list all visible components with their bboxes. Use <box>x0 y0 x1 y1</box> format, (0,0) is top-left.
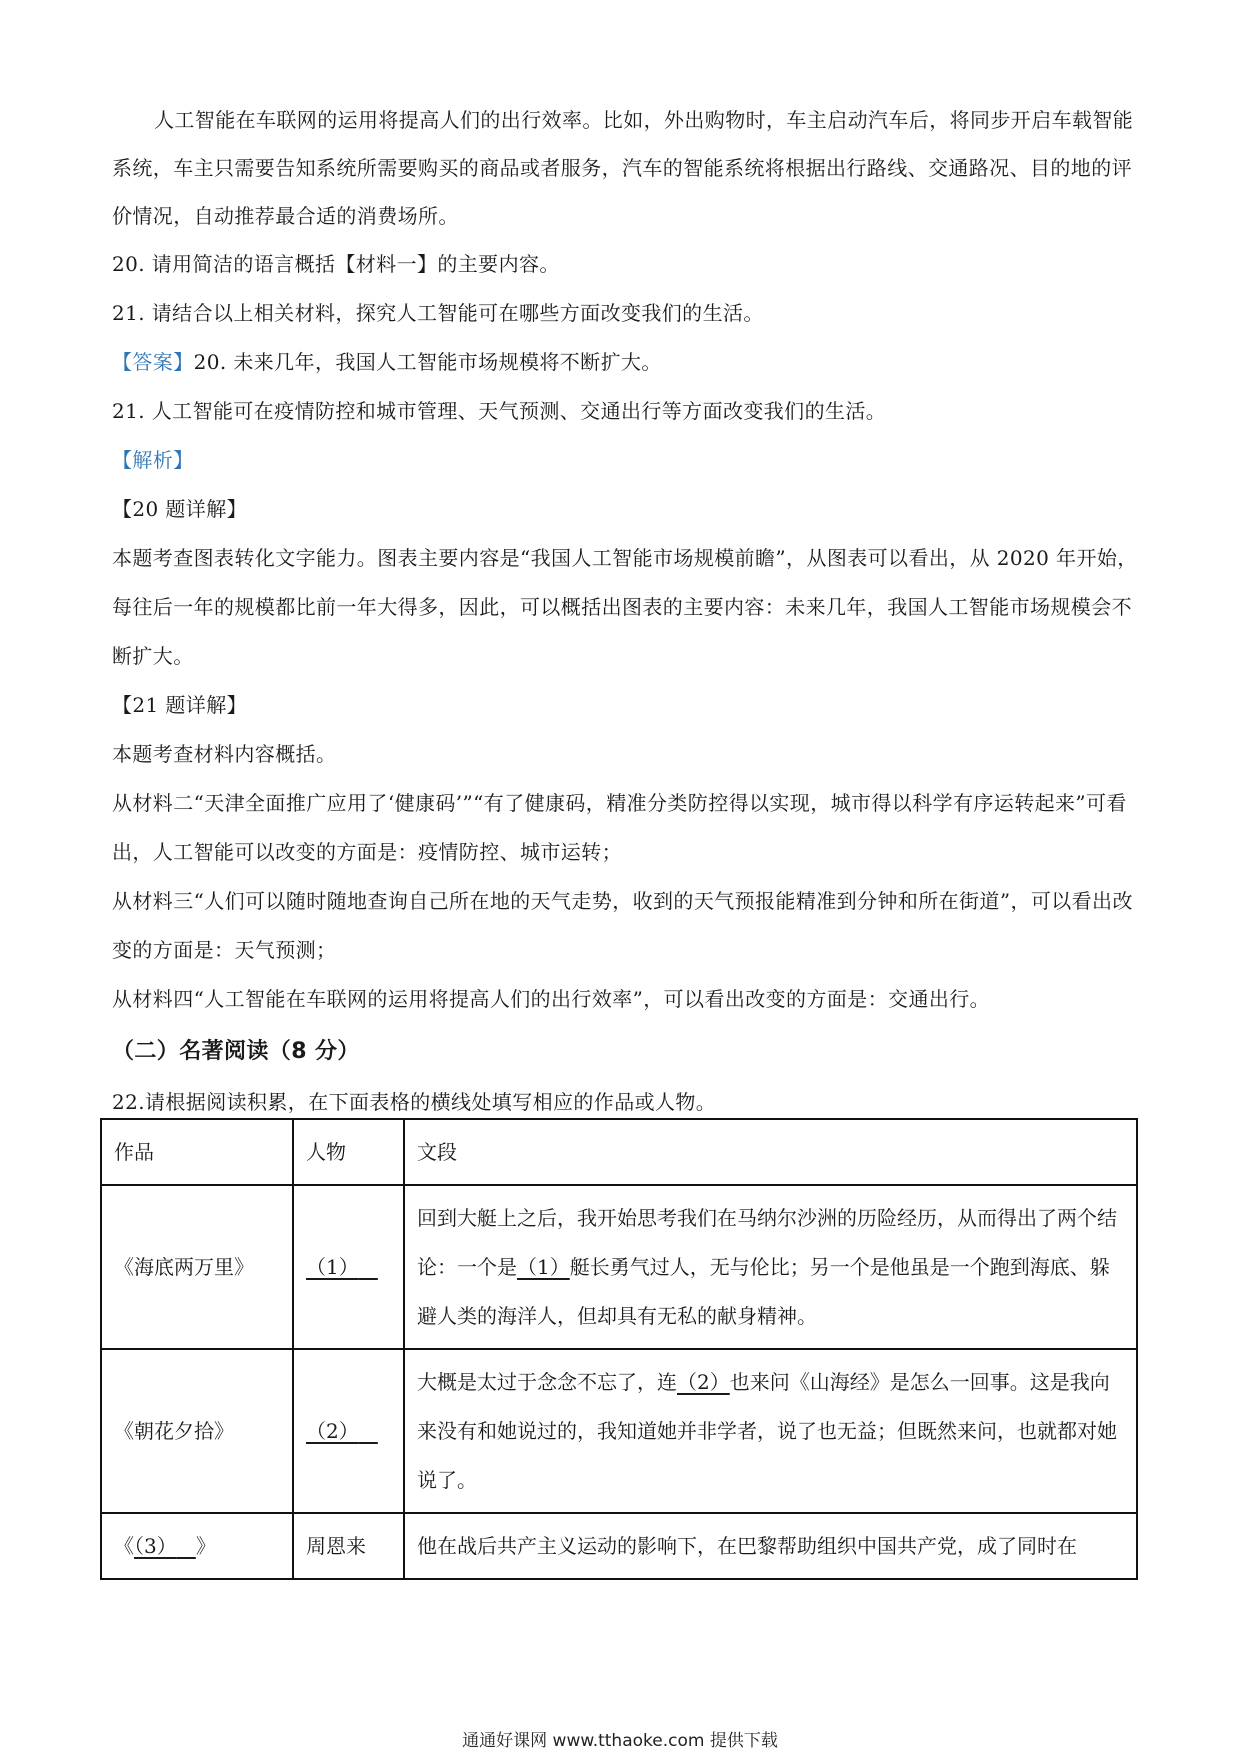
works-table <box>100 1118 1138 1580</box>
detail-21-material4: 从材料四“人工智能在车联网的运用将提高人们的出行效率”，可以看出改变的方面是：交通出行。 <box>112 987 991 1011</box>
material4-paragraph: 人工智能在车联网的运用将提高人们的出行效率。比如，外出购物时，车主启动汽车后，将同步开启车载智能系统，车主只需要告知系统所需要购买的商品或者服务，汽车的智能系统将根据出行路线、交通路况、目的地的评价情况，自动推荐最合适的消费场所。 <box>112 108 1134 228</box>
detail-20-text: 本题考查图表转化文字能力。图表主要内容是“我国人工智能市场规模前瞻”，从图表可以看出，从 2020 年开始，每往后一年的规模都比前一年大得多，因此，可以概括出图表的主要内容：未来几年，我国人工智能市场规模会不断扩大。 <box>112 546 1138 668</box>
row2-passage-a: 大概是太过于念念不忘了，连 <box>417 1369 677 1394</box>
detail-21-intro: 本题考查材料内容概括。 <box>112 742 337 766</box>
row1-passage-b: 艇长勇气过人，无与伦比；另一个是他虽是一个跑到海底、躲避人类的海洋人，但却具有无私的献身精神。 <box>417 1254 1110 1328</box>
answer-21: 21. 人工智能可在疫情防控和城市管理、天气预测、交通出行等方面改变我们的生活。 <box>112 399 887 423</box>
answer-line <box>112 338 1144 387</box>
detail-21-material2: 从材料二“天津全面推广应用了‘健康码’”“有了健康码，精准分类防控得以实现，城市得以科学有序运转起来”可看出，人工智能可以改变的方面是：疫情防控、城市运转； <box>112 791 1127 864</box>
row3-work-blank: （3） <box>134 1533 177 1558</box>
detail-20-title: 【20 题详解】 <box>112 497 248 521</box>
question-22: 22.请根据阅读积累，在下面表格的横线处填写相应的作品或人物。 <box>112 1090 717 1114</box>
row2-passage <box>404 1349 1137 1513</box>
analysis-tag: 【解析】 <box>112 448 194 472</box>
row1-work: 《海底两万里》 <box>101 1185 293 1349</box>
row1-passage <box>404 1185 1137 1349</box>
section2-title: （二）名著阅读（8 分） <box>112 1039 360 1064</box>
question-20: 20. 请用简洁的语言概括【材料一】的主要内容。 <box>112 252 560 276</box>
answer-20: 20. 未来几年，我国人工智能市场规模将不断扩大。 <box>193 350 662 374</box>
row3-work-cell: 《（3） 》 <box>101 1513 293 1579</box>
table-row <box>101 1349 1137 1513</box>
row2-work: 《朝花夕拾》 <box>101 1349 293 1513</box>
header-work: 作品 <box>101 1119 293 1185</box>
row1-passage-blank: （1） <box>517 1254 570 1279</box>
table-row <box>101 1513 1137 1579</box>
table-header-row <box>101 1119 1137 1185</box>
detail-21-title: 【21 题详解】 <box>112 693 248 717</box>
row2-passage-blank: （2） <box>677 1369 730 1394</box>
row2-person-cell <box>293 1349 404 1513</box>
table-row <box>101 1185 1137 1349</box>
row1-person-blank: （1） <box>306 1254 359 1279</box>
footer-text: 通通好课网 www.tthaoke.com 提供下载 <box>462 1731 778 1751</box>
header-passage: 文段 <box>404 1119 1137 1185</box>
answer-tag: 【答案】 <box>112 350 194 374</box>
row2-passage-b: 也来问《山海经》是怎么一回事。这是我向来没有和她说过的，我知道她并非学者，说了也无益；但既然来问，也就都对她说了。 <box>417 1369 1117 1492</box>
row2-person-blank: （2） <box>306 1418 359 1443</box>
row1-person-cell <box>293 1185 404 1349</box>
detail-21-material3: 从材料三“人们可以随时随地查询自己所在地的天气走势，收到的天气预报能精准到分钟和所在街道”，可以看出改变的方面是：天气预测； <box>112 889 1133 962</box>
document-body <box>112 96 1144 1127</box>
row3-passage: 他在战后共产主义运动的影响下，在巴黎帮助组织中国共产党，成了同时在 <box>404 1513 1137 1579</box>
header-person: 人物 <box>293 1119 404 1185</box>
row1-passage-a: 回到大艇上之后，我开始思考我们在马纳尔沙洲的历险经历，从而得出了两个结论：一个是 <box>417 1205 1117 1279</box>
question-21: 21. 请结合以上相关材料，探究人工智能可在哪些方面改变我们的生活。 <box>112 301 764 325</box>
row3-person: 周恩来 <box>293 1513 404 1579</box>
